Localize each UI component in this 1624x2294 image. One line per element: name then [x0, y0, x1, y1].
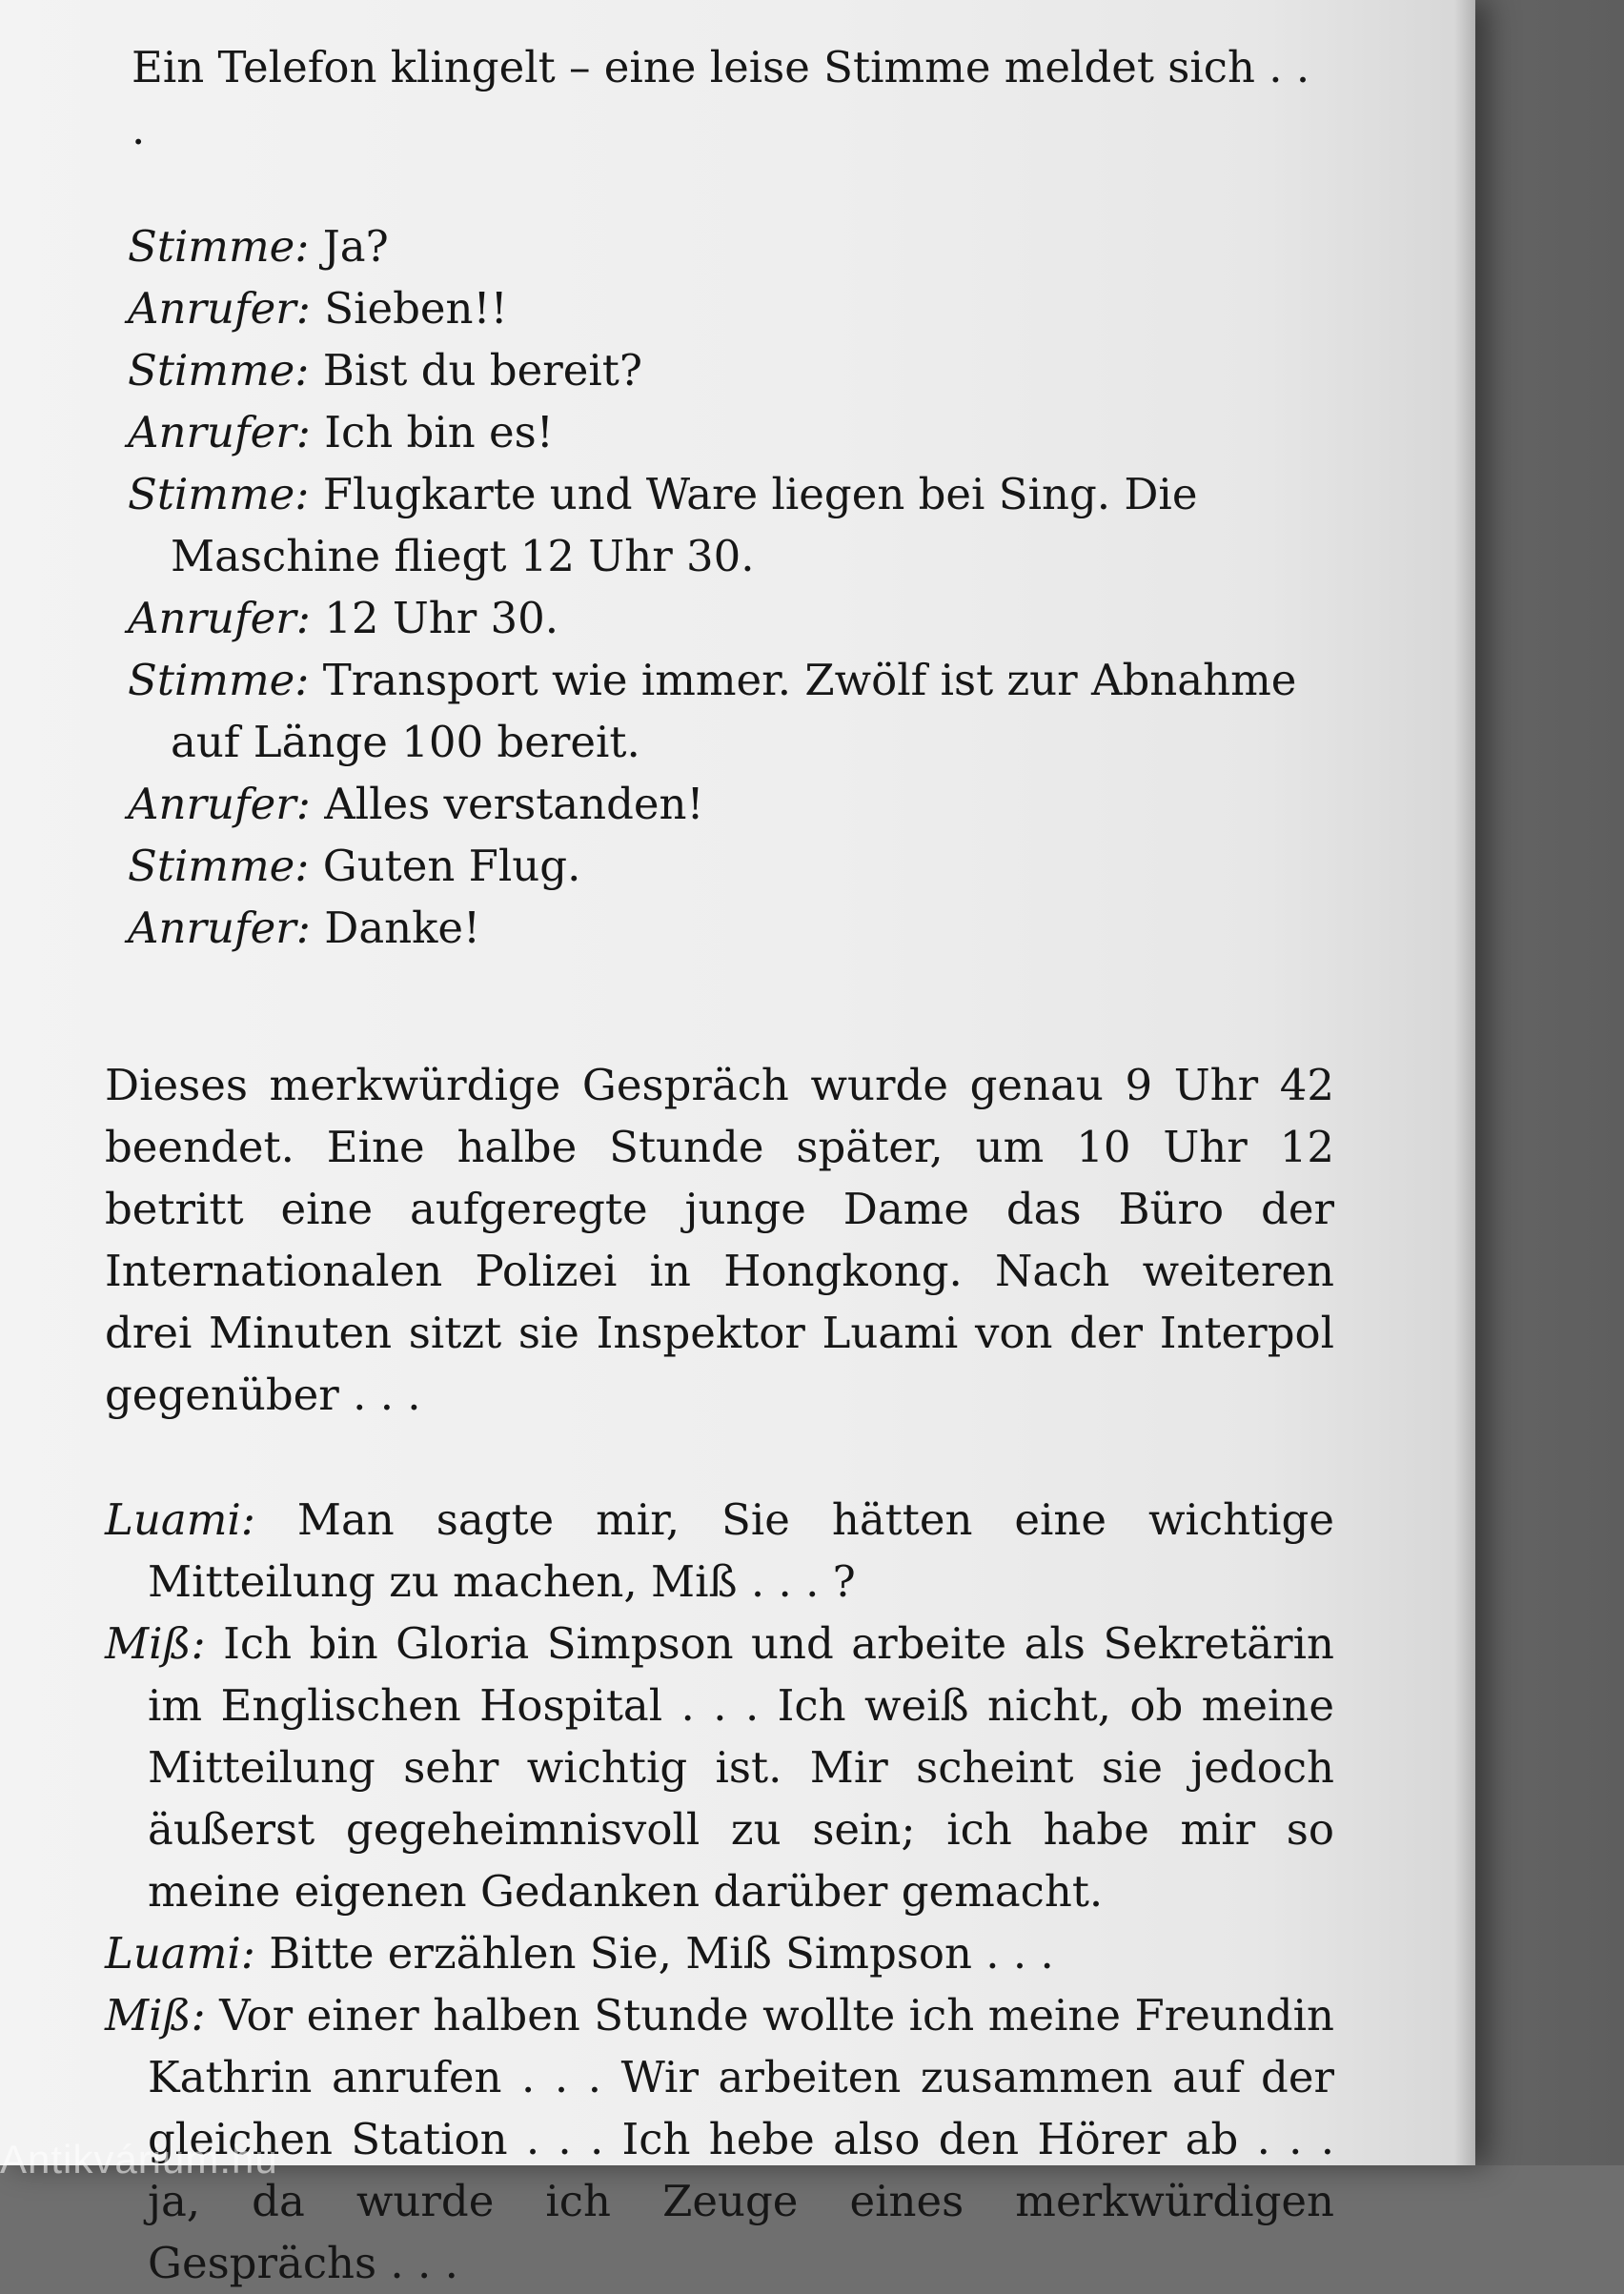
dialogue-line — [105, 1613, 1334, 1922]
dialogue-line — [128, 773, 1334, 835]
speaker-label: Anrufer: — [128, 283, 311, 334]
dialogue-text: 12 Uhr 30. — [324, 593, 559, 643]
speaker-label: Stimme: — [128, 655, 310, 705]
speaker-label: Stimme: — [128, 841, 310, 891]
speaker-label: Anrufer: — [128, 903, 311, 953]
dialogue-text: Alles verstanden! — [324, 779, 704, 829]
dialogue-text: Flugkarte und Ware liegen bei Sing. Die Maschine fliegt 12 Uhr 30. — [171, 469, 1198, 581]
watermark: Antikvárium.hu — [0, 2137, 278, 2182]
speaker-label: Miß: — [105, 1990, 206, 2040]
interview-dialogue — [105, 1489, 1334, 2294]
dialogue-line — [128, 401, 1334, 463]
dialogue-text: Bitte erzählen Sie, Miß Simpson . . . — [269, 1928, 1054, 1979]
intro-line: Ein Telefon klingelt – eine leise Stimme meldet sich . . . — [132, 42, 1310, 154]
dialogue-line — [128, 649, 1334, 773]
dialogue-text: Ich bin Gloria Simpson und arbeite als Sekretärin im Englischen Hospital . . . Ich weiß nicht, ob meine Mitteilung sehr wichtig ist. Mir scheint sie jedoch äußerst gegeheimnisvoll zu sein; ich habe mir so meine eigenen Gedanken darüber gemacht. — [148, 1618, 1334, 1917]
speaker-label: Anrufer: — [128, 779, 311, 829]
dialogue-line — [128, 339, 1334, 401]
dialogue-text: Bist du bereit? — [322, 345, 642, 396]
section-spacer — [105, 1426, 1334, 1489]
dialogue-line — [128, 215, 1334, 277]
speaker-label: Miß: — [105, 1618, 206, 1669]
dialogue-line — [128, 835, 1334, 897]
speaker-label: Luami: — [105, 1494, 255, 1545]
dialogue-line — [105, 1489, 1334, 1613]
narration-paragraph: Dieses merkwürdige Gespräch wurde genau 9 Uhr 42 beendet. Eine halbe Stunde später, um 10 Uhr 12 betritt eine aufgeregte junge Dame das Büro der Internationalen Polizei in Hongkong. Nach weiteren drei Minuten sitzt sie Inspektor Luami von der Interpol gegenüber . . . — [105, 1060, 1334, 1420]
dialogue-line — [105, 1922, 1334, 1984]
dialogue-line — [128, 897, 1334, 959]
dialogue-line — [105, 1984, 1334, 2294]
dialogue-text: Ich bin es! — [324, 407, 554, 457]
speaker-label: Anrufer: — [128, 407, 311, 457]
phone-dialogue — [105, 215, 1334, 959]
page-text — [105, 36, 1334, 2294]
speaker-label: Anrufer: — [128, 593, 311, 643]
dialogue-line — [128, 277, 1334, 339]
dialogue-text: Vor einer halben Stunde wollte ich meine Freundin Kathrin anrufen . . . Wir arbeiten zusammen auf der gleichen Station . . . Ich hebe also den Hörer ab . . . ja, da wurde ich Zeuge eines merkwürdigen Gesprächs . . . — [148, 1990, 1334, 2288]
speaker-label: Stimme: — [128, 469, 310, 519]
dialogue-text: Danke! — [324, 903, 481, 953]
dialogue-line — [128, 463, 1334, 587]
speaker-label: Luami: — [105, 1928, 255, 1979]
dialogue-text: Transport wie immer. Zwölf ist zur Abnahme auf Länge 100 bereit. — [171, 655, 1297, 767]
section-spacer — [105, 959, 1334, 1054]
speaker-label: Stimme: — [128, 221, 310, 272]
dialogue-text: Man sagte mir, Sie hätten eine wichtige Mitteilung zu machen, Miß . . . ? — [148, 1494, 1334, 1607]
dialogue-text: Sieben!! — [324, 283, 508, 334]
dialogue-text: Ja? — [322, 221, 389, 272]
speaker-label: Stimme: — [128, 345, 310, 396]
dialogue-text: Guten Flug. — [322, 841, 581, 891]
dialogue-line — [128, 587, 1334, 649]
